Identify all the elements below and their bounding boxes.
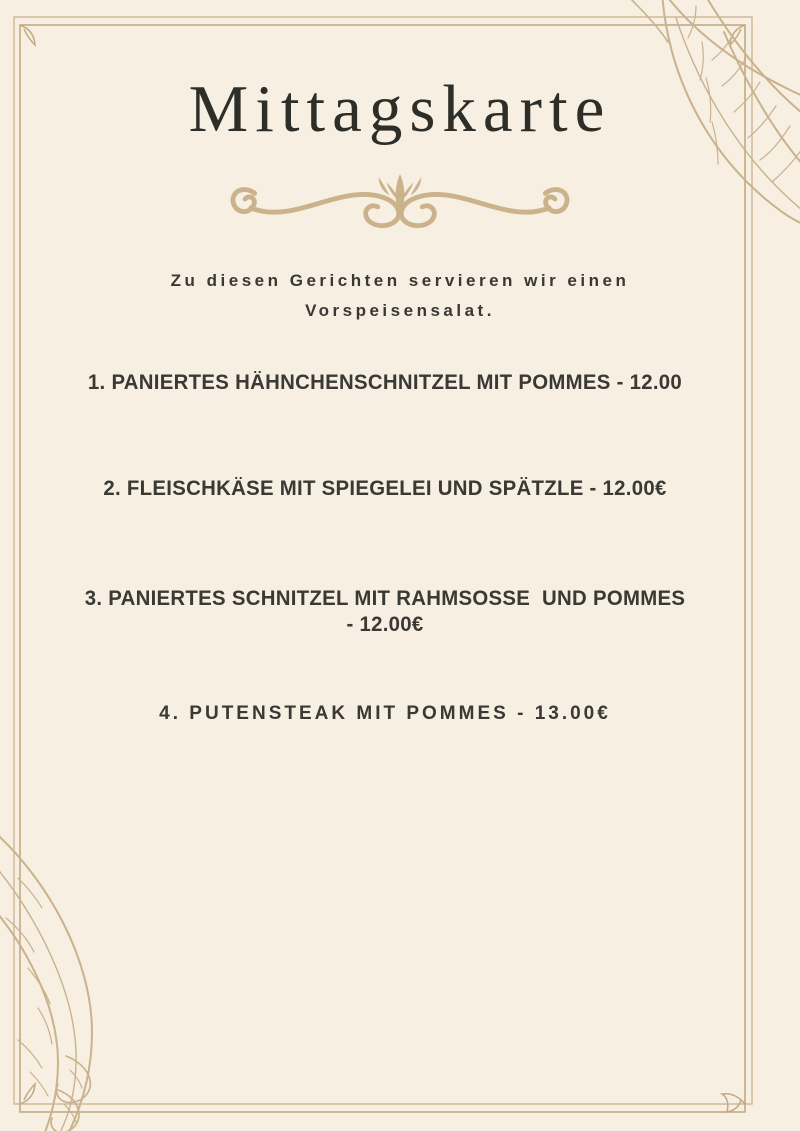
intro-note bbox=[40, 266, 760, 326]
page-title: Mittagskarte bbox=[188, 72, 612, 146]
scroll-flourish-divider bbox=[223, 172, 577, 234]
menu-item-3 bbox=[16, 586, 753, 639]
menu-item-1 bbox=[16, 370, 753, 396]
menu-item-2-text: 2. FLEISCHKÄSE MIT SPIEGELEI UND SPÄTZLE - 12.00€ bbox=[103, 477, 667, 500]
menu-item-3-text: 3. PANIERTES SCHNITZEL MIT RAHMSOSSE UND POMMES bbox=[84, 587, 686, 610]
menu-item-1-text: 1. PANIERTES HÄHNCHENSCHNITZEL MIT POMMES - 12.00 bbox=[87, 371, 683, 394]
menu-item-4 bbox=[5, 702, 765, 726]
intro-line-2: Vorspeisensalat. bbox=[305, 300, 495, 320]
menu-item-3-price-line: - 12.00€ bbox=[346, 613, 424, 637]
menu-item-2 bbox=[16, 476, 753, 502]
intro-line-1: Zu diesen Gerichten servieren wir einen bbox=[170, 271, 630, 290]
menu-item-4-text: 4. PUTENSTEAK MIT POMMES - 13.00€ bbox=[159, 703, 611, 724]
